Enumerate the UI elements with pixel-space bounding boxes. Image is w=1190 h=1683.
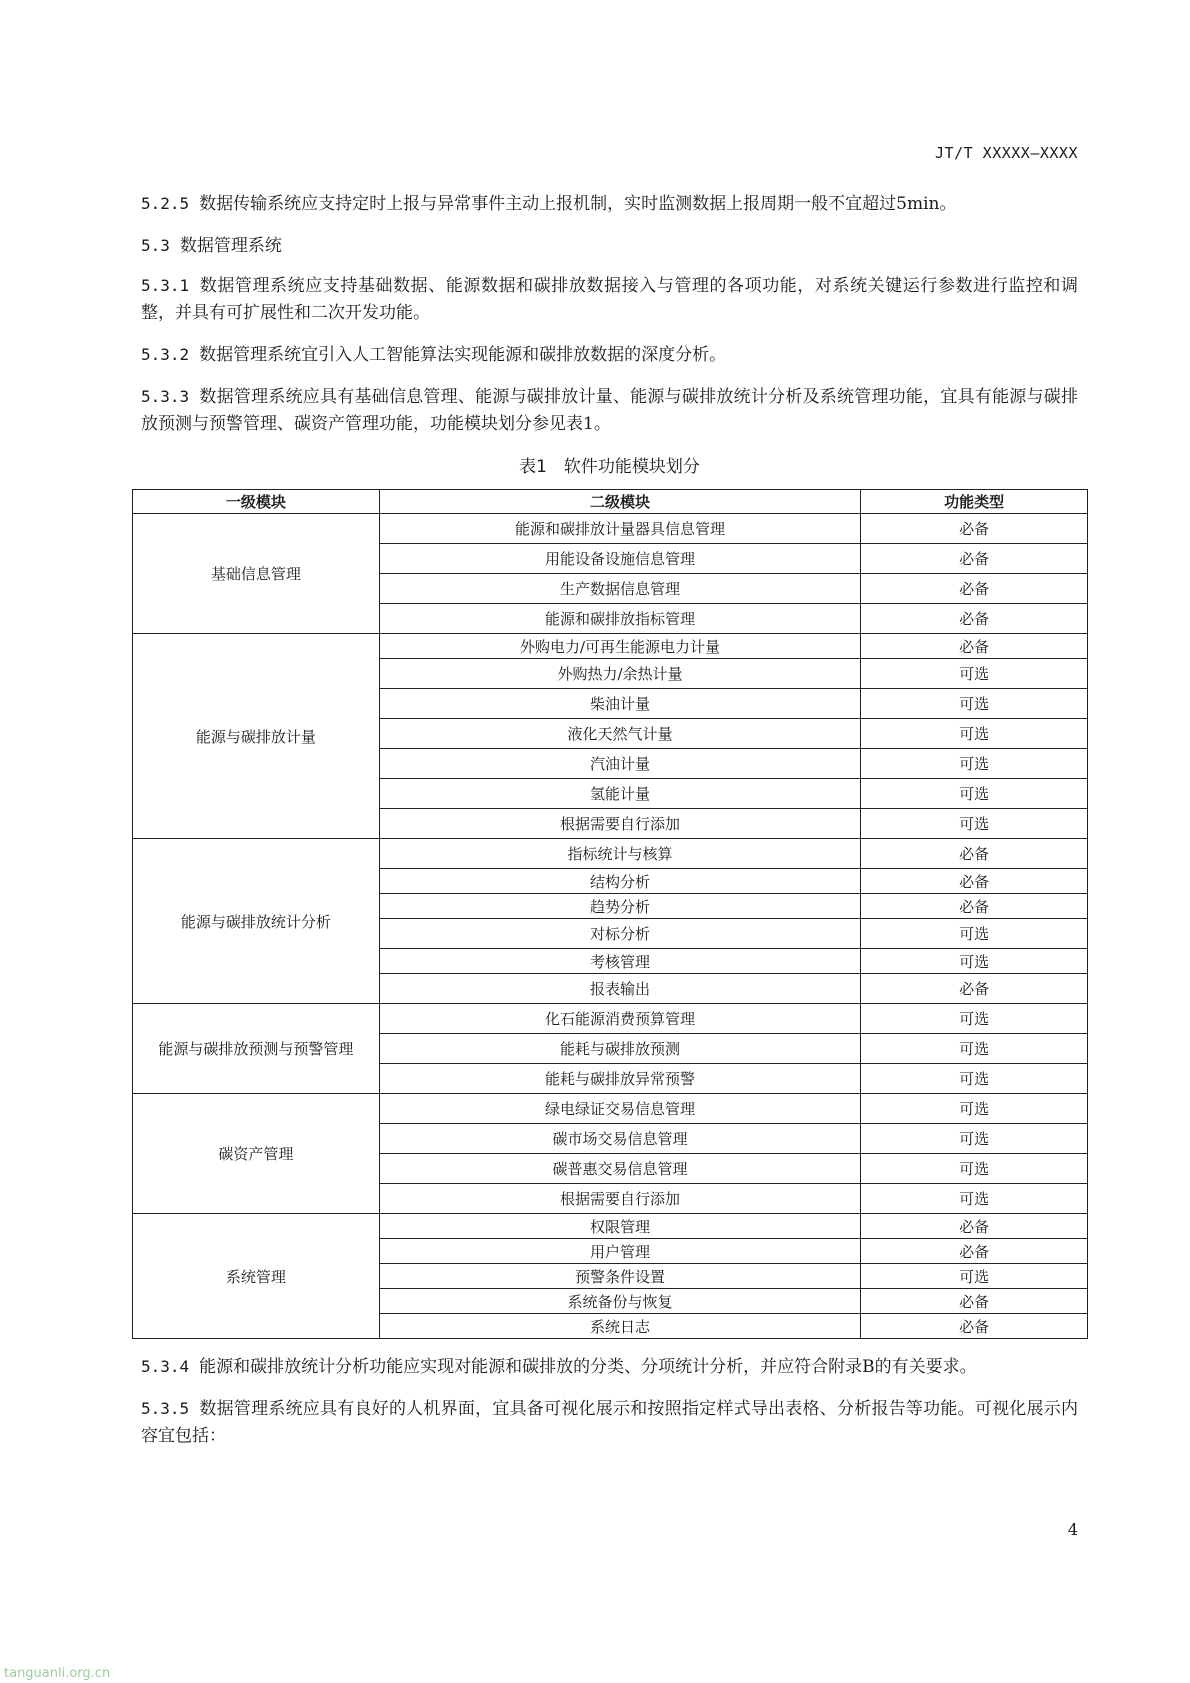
section-number: 5.3 <box>141 236 170 255</box>
function-type: 必备 <box>861 839 1088 869</box>
function-type: 可选 <box>861 1004 1088 1034</box>
level2-module: 外购电力/可再生能源电力计量 <box>379 634 860 659</box>
level2-module: 预警条件设置 <box>379 1264 860 1289</box>
function-type: 可选 <box>861 1124 1088 1154</box>
clause-5-3-2 <box>141 341 1078 369</box>
function-type: 可选 <box>861 1064 1088 1094</box>
table-header-row <box>133 490 1088 514</box>
function-type: 必备 <box>861 1289 1088 1314</box>
function-type: 可选 <box>861 809 1088 839</box>
table-row <box>133 634 1088 659</box>
level2-module: 权限管理 <box>379 1214 860 1239</box>
level1-module: 能源与碳排放统计分析 <box>133 839 380 1004</box>
level2-module: 液化天然气计量 <box>379 719 860 749</box>
clause-5-3-5 <box>141 1395 1078 1450</box>
table-row <box>133 1004 1088 1034</box>
function-type: 可选 <box>861 749 1088 779</box>
function-type: 必备 <box>861 1214 1088 1239</box>
table-row <box>133 1214 1088 1239</box>
header-function-type: 功能类型 <box>861 490 1088 514</box>
function-type: 可选 <box>861 1264 1088 1289</box>
level2-module: 根据需要自行添加 <box>379 1184 860 1214</box>
clause-number: 5.3.4 <box>141 1357 190 1376</box>
level1-module: 能源与碳排放预测与预警管理 <box>133 1004 380 1094</box>
clause-5-3-3 <box>141 383 1078 438</box>
function-type: 必备 <box>861 574 1088 604</box>
level2-module: 用户管理 <box>379 1239 860 1264</box>
table-row <box>133 514 1088 544</box>
level2-module: 系统备份与恢复 <box>379 1289 860 1314</box>
level2-module: 考核管理 <box>379 949 860 974</box>
function-type: 可选 <box>861 1034 1088 1064</box>
clause-number: 5.3.3 <box>141 387 190 406</box>
clause-number: 5.3.1 <box>141 276 190 295</box>
level1-module: 系统管理 <box>133 1214 380 1339</box>
function-type: 必备 <box>861 1239 1088 1264</box>
function-type: 必备 <box>861 634 1088 659</box>
function-type: 可选 <box>861 659 1088 689</box>
function-type: 必备 <box>861 604 1088 634</box>
level2-module: 碳普惠交易信息管理 <box>379 1154 860 1184</box>
function-type: 必备 <box>861 869 1088 894</box>
function-type: 可选 <box>861 689 1088 719</box>
post-table-clauses <box>141 1353 1078 1450</box>
clause-5-3-1 <box>141 272 1078 327</box>
level2-module: 碳市场交易信息管理 <box>379 1124 860 1154</box>
clause-5-3-4 <box>141 1353 1078 1381</box>
clause-text: 数据传输系统应支持定时上报与异常事件主动上报机制，实时监测数据上报周期一般不宜超过5min。 <box>199 194 957 214</box>
document-code-header: JT/T XXXXX—XXXX <box>935 144 1078 162</box>
clause-text: 数据管理系统应具有基础信息管理、能源与碳排放计量、能源与碳排放统计分析及系统管理功能，宜具有能源与碳排放预测与预警管理、碳资产管理功能，功能模块划分参见表1。 <box>141 387 1078 434</box>
level2-module: 外购热力/余热计量 <box>379 659 860 689</box>
clause-text: 数据管理系统宜引入人工智能算法实现能源和碳排放数据的深度分析。 <box>199 345 727 365</box>
clause-text: 数据管理系统应支持基础数据、能源数据和碳排放数据接入与管理的各项功能，对系统关键运行参数进行监控和调整，并具有可扩展性和二次开发功能。 <box>141 276 1078 323</box>
level2-module: 能耗与碳排放预测 <box>379 1034 860 1064</box>
function-type: 必备 <box>861 544 1088 574</box>
function-type: 可选 <box>861 949 1088 974</box>
software-module-table <box>132 489 1088 1339</box>
clause-5-2-5 <box>141 190 1078 218</box>
table-caption: 表1 软件功能模块划分 <box>519 457 700 477</box>
level2-module: 化石能源消费预算管理 <box>379 1004 860 1034</box>
header-level2: 二级模块 <box>379 490 860 514</box>
function-type: 可选 <box>861 719 1088 749</box>
table-row <box>133 839 1088 869</box>
clause-number: 5.2.5 <box>141 194 190 213</box>
level1-module: 基础信息管理 <box>133 514 380 634</box>
function-type: 可选 <box>861 1184 1088 1214</box>
section-heading-5-3 <box>141 232 1078 260</box>
level2-module: 氢能计量 <box>379 779 860 809</box>
clause-number: 5.3.2 <box>141 345 190 364</box>
function-type: 可选 <box>861 1154 1088 1184</box>
section-title: 数据管理系统 <box>179 236 282 256</box>
level2-module: 能源和碳排放指标管理 <box>379 604 860 634</box>
level2-module: 柴油计量 <box>379 689 860 719</box>
clause-text: 能源和碳排放统计分析功能应实现对能源和碳排放的分类、分项统计分析，并应符合附录B的有关要求。 <box>199 1357 977 1377</box>
watermark: tanguanli.org.cn <box>4 1666 111 1681</box>
level2-module: 对标分析 <box>379 919 860 949</box>
level2-module: 结构分析 <box>379 869 860 894</box>
level2-module: 汽油计量 <box>379 749 860 779</box>
function-type: 必备 <box>861 514 1088 544</box>
header-level1: 一级模块 <box>133 490 380 514</box>
clause-number: 5.3.5 <box>141 1399 190 1418</box>
function-type: 必备 <box>861 894 1088 919</box>
level1-module: 碳资产管理 <box>133 1094 380 1214</box>
level2-module: 趋势分析 <box>379 894 860 919</box>
document-body <box>141 190 1078 1464</box>
page-number: 4 <box>1067 1520 1078 1539</box>
function-type: 可选 <box>861 1094 1088 1124</box>
table-row <box>133 1094 1088 1124</box>
level2-module: 生产数据信息管理 <box>379 574 860 604</box>
level2-module: 能耗与碳排放异常预警 <box>379 1064 860 1094</box>
level2-module: 指标统计与核算 <box>379 839 860 869</box>
level2-module: 绿电绿证交易信息管理 <box>379 1094 860 1124</box>
level2-module: 能源和碳排放计量器具信息管理 <box>379 514 860 544</box>
level1-module: 能源与碳排放计量 <box>133 634 380 839</box>
level2-module: 用能设备设施信息管理 <box>379 544 860 574</box>
function-type: 必备 <box>861 1314 1088 1339</box>
level2-module: 根据需要自行添加 <box>379 809 860 839</box>
function-type: 必备 <box>861 974 1088 1004</box>
clause-text: 数据管理系统应具有良好的人机界面，宜具备可视化展示和按照指定样式导出表格、分析报告等功能。可视化展示内容宜包括： <box>141 1399 1078 1446</box>
function-type: 可选 <box>861 919 1088 949</box>
level2-module: 系统日志 <box>379 1314 860 1339</box>
level2-module: 报表输出 <box>379 974 860 1004</box>
function-type: 可选 <box>861 779 1088 809</box>
